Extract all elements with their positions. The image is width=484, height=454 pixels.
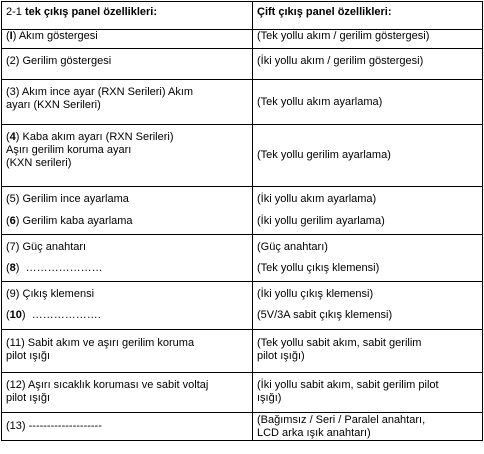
table-row (2, 413, 483, 441)
header-right-title: Çift çıkış panel özellikleri: (257, 6, 392, 18)
header-right (253, 2, 483, 30)
left-cell: (10) ………………. (2, 306, 253, 330)
left-cell: (4) Kaba akım ayarı (RXN Serileri) Aşırı gerilim koruma ayarı (KXN serileri) (2, 125, 253, 187)
right-cell: (Tek yollu sabit akım, sabit gerilim pilot ışığı) (253, 330, 483, 373)
table-row (2, 330, 483, 373)
left-cell: (8) ………………… (2, 259, 253, 282)
header-left-title: tek çıkış panel özellikleri: (24, 6, 158, 18)
left-cell: (12) Aşırı sıcaklık koruması ve sabit voltaj pilot ışığı (2, 373, 253, 413)
header-row (2, 2, 483, 30)
right-cell: (İki yollu sabit akım, sabit gerilim pilot ışığı) (253, 373, 483, 413)
table-row (2, 306, 483, 330)
right-cell: (Tek yollu gerilim ayarlama) (253, 125, 483, 187)
right-cell: (İki yollu gerilim ayarlama) (253, 213, 483, 235)
table-row (2, 373, 483, 413)
left-cell: (6) Gerilim kaba ayarlama (2, 213, 253, 235)
right-cell: (İki yollu akım / gerilim göstergesi) (253, 49, 483, 80)
left-cell: (9) Çıkış klemensi (2, 282, 253, 306)
right-cell: (Tek yollu akım / gerilim göstergesi) (253, 30, 483, 49)
left-cell: (7) Güç anahtarı (2, 235, 253, 259)
right-cell: (Güç anahtarı) (253, 235, 483, 259)
left-cell: (5) Gerilim ince ayarlama (2, 187, 253, 213)
right-cell: (İki yollu çıkış klemensi) (253, 282, 483, 306)
table-row (2, 235, 483, 259)
header-left-prefix: 2-1 (6, 6, 25, 18)
table-row (2, 80, 483, 125)
right-cell: (5V/3A sabit çıkış klemensi) (253, 306, 483, 330)
table-row (2, 30, 483, 49)
right-cell: (Bağımsız / Seri / Paralel anahtarı, LCD arka ışık anahtarı) (253, 413, 483, 441)
left-cell: (13) -------------------- (2, 413, 253, 441)
left-cell: (3) Akım ince ayar (RXN Serileri) Akım ayarı (KXN Serileri) (2, 80, 253, 125)
spec-table (1, 1, 483, 441)
left-cell: (I) Akım göstergesi (2, 30, 253, 49)
right-cell: (İki yollu akım ayarlama) (253, 187, 483, 213)
right-cell: (Tek yollu çıkış klemensi) (253, 259, 483, 282)
left-cell: (11) Sabit akım ve aşırı gerilim koruma pilot ışığı (2, 330, 253, 373)
table-row (2, 213, 483, 235)
table-row (2, 187, 483, 213)
header-left (2, 2, 253, 30)
table-row (2, 282, 483, 306)
table-row (2, 259, 483, 282)
table-row (2, 49, 483, 80)
left-cell: (2) Gerilim göstergesi (2, 49, 253, 80)
table-row (2, 125, 483, 187)
right-cell: (Tek yollu akım ayarlama) (253, 80, 483, 125)
